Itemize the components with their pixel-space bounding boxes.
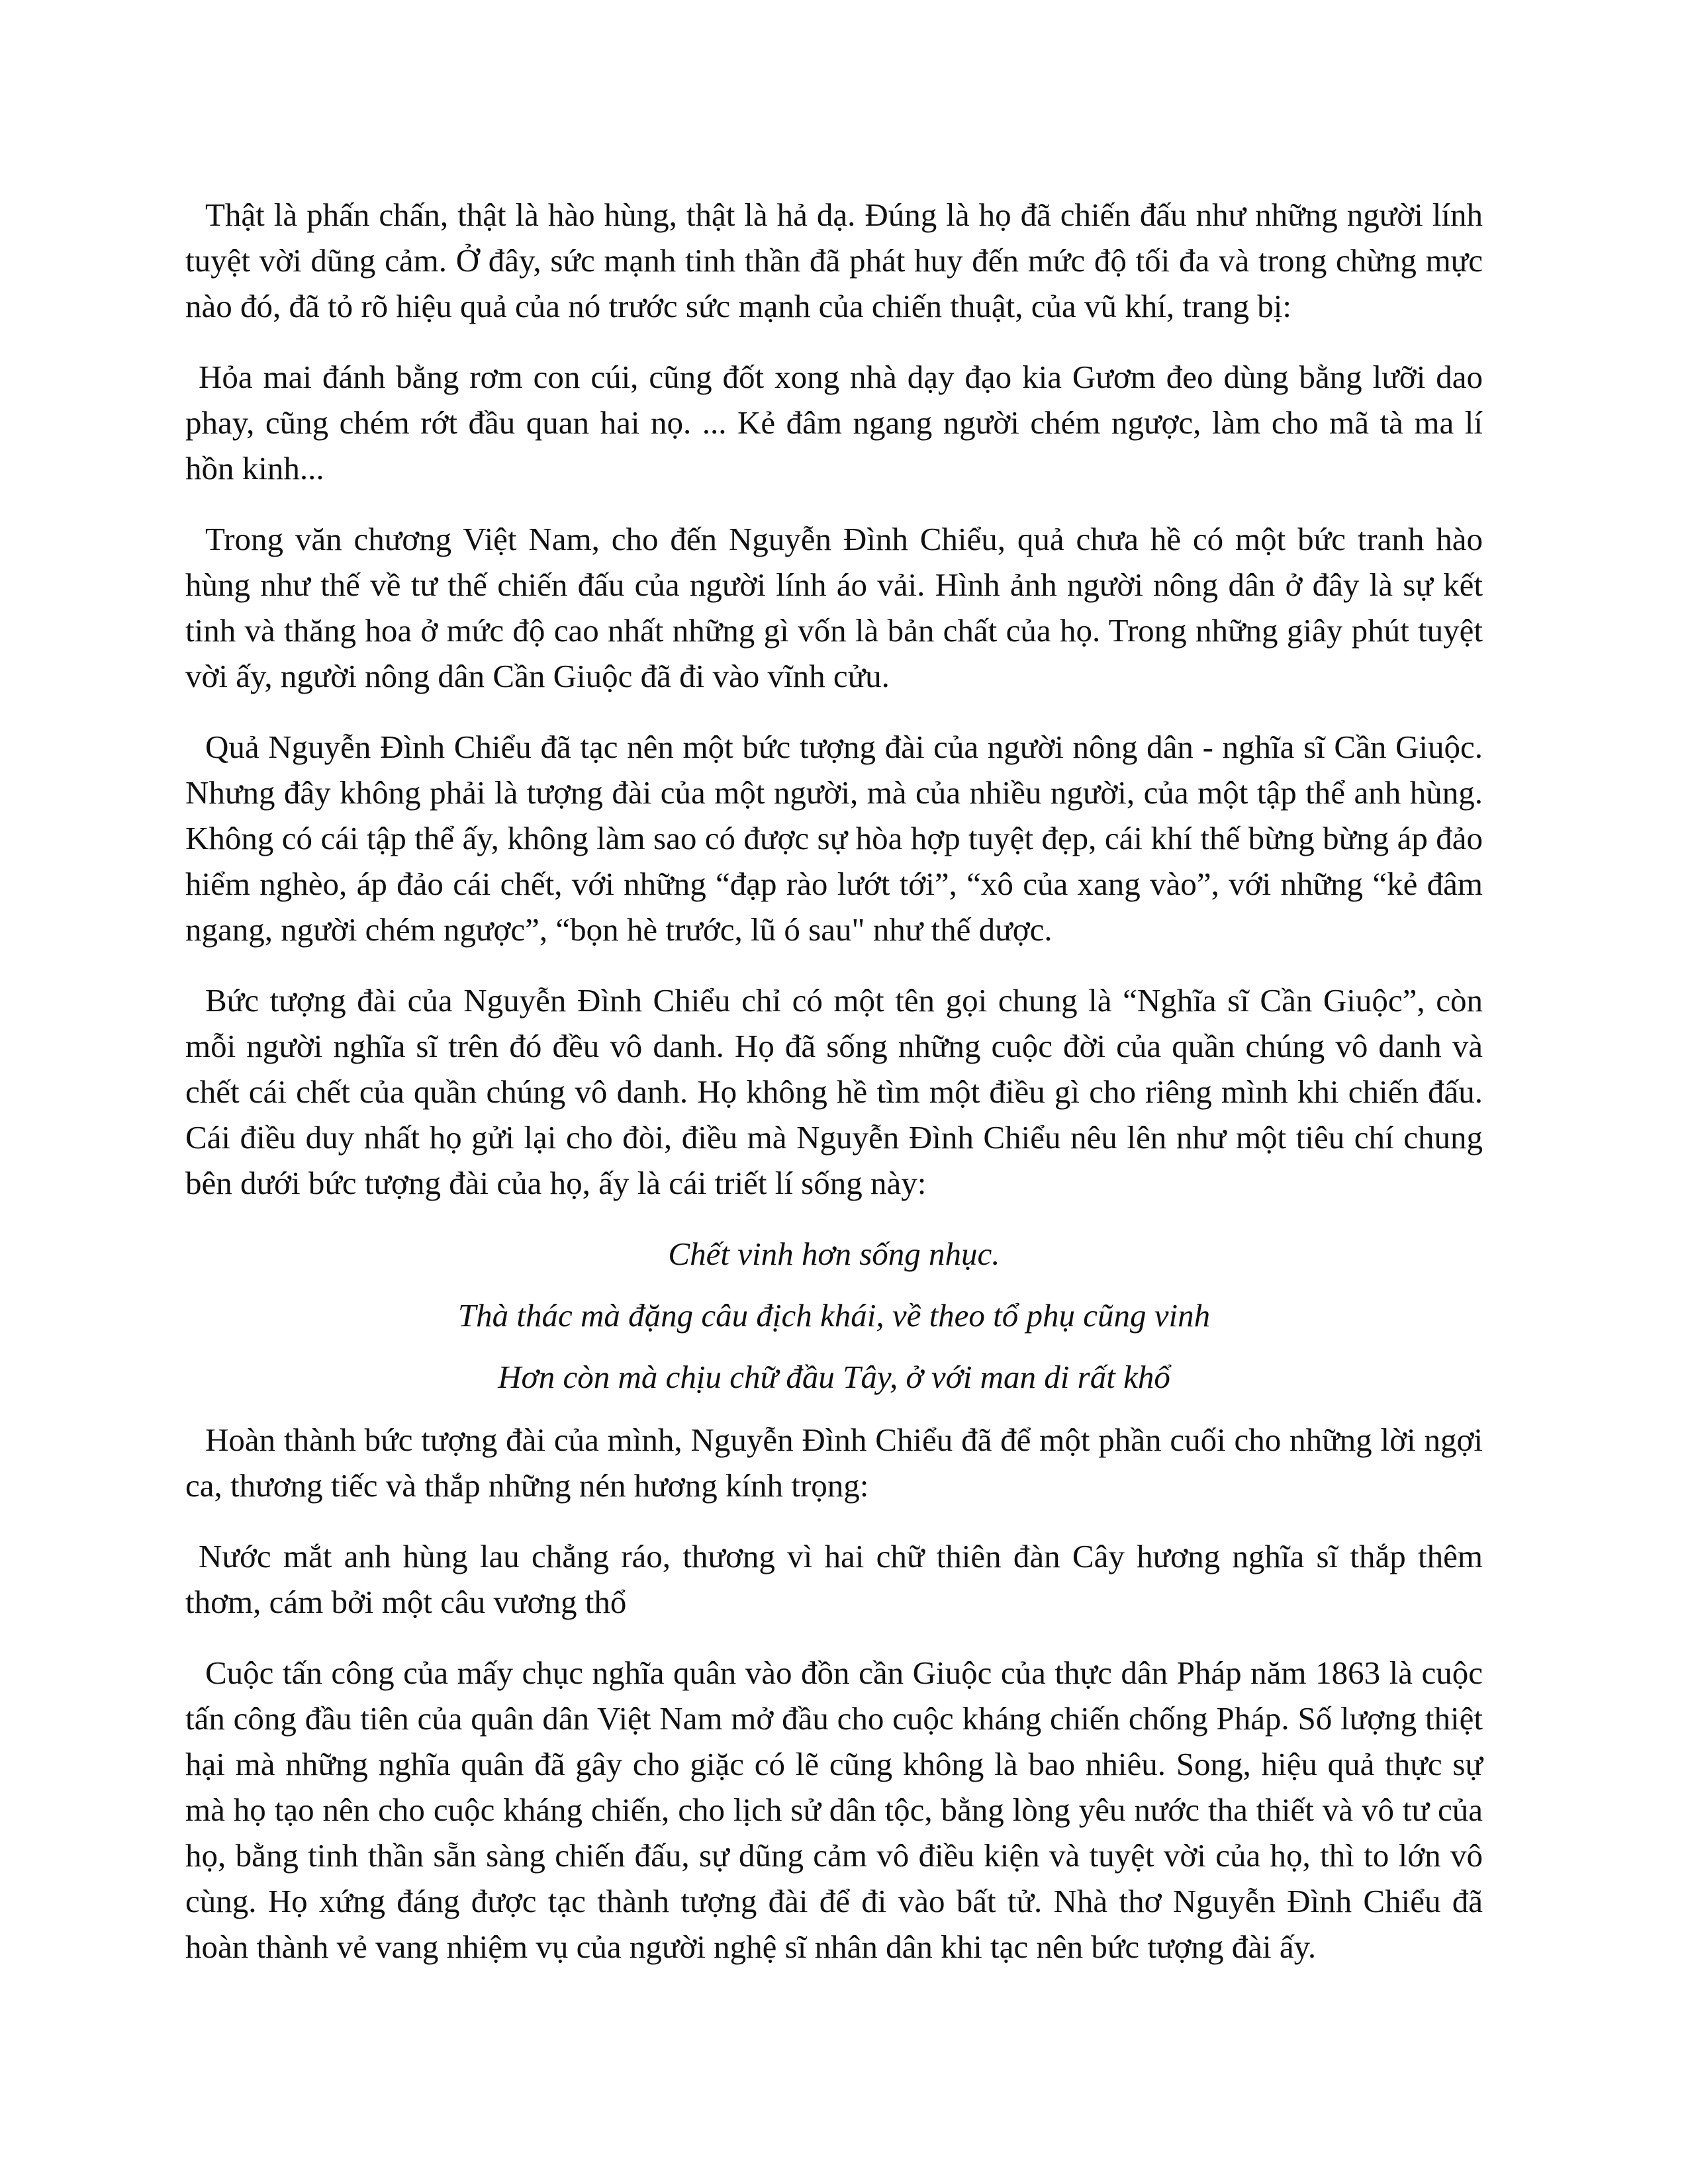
document-page xyxy=(185,192,1483,1995)
paragraph-intro: Thật là phấn chấn, thật là hào hùng, thật là hả dạ. Đúng là họ đã chiến đấu như những người lính tuyệt vời dũng cảm. Ở đây, sức mạnh tinh thần đã phát huy đến mức độ tối đa và trong chừng mực nào đó, đã tỏ rõ hiệu quả của nó trước sức mạnh của chiến thuật, của vũ khí, trang bị: xyxy=(185,197,1483,324)
paragraph-vo-danh: Bức tượng đài của Nguyễn Đình Chiểu chỉ có một tên gọi chung là “Nghĩa sĩ Cần Giuộc”, còn mỗi người nghĩa sĩ trên đó đều vô danh. Họ đã sống những cuộc đời của quần chúng vô danh và chết cái chết của quần chúng vô danh. Họ không hề tìm một điều gì cho riêng mình khi chiến đấu. Cái điều duy nhất họ gửi lại cho đòi, điều mà Nguyễn Đình Chiểu nêu lên như một tiêu chí chung bên dưới bức tượng đài của họ, ấy là cái triết lí sống này: xyxy=(185,982,1483,1201)
paragraph-ket-luan: Cuộc tấn công của mấy chục nghĩa quân vào đồn cần Giuộc của thực dân Pháp năm 1863 là cuộc tấn công đầu tiên của quân dân Việt Nam mở đầu cho cuộc kháng chiến chống Pháp. Số lượng thiệt hại mà những nghĩa quân đã gây cho giặc có lẽ cũng không là bao nhiêu. Song, hiệu quả thực sự mà họ tạo nên cho cuộc kháng chiến, cho lịch sử dân tộc, bằng lòng yêu nước tha thiết và vô tư của họ, bằng tinh thần sẵn sàng chiến đấu, sự dũng cảm vô điều kiện và tuyệt vời của họ, thì to lớn vô cùng. Họ xứng đáng được tạc thành tượng đài để đi vào bất tử. Nhà thơ Nguyễn Đình Chiểu đã hoàn thành vẻ vang nhiệm vụ của người nghệ sĩ nhân dân khi tạc nên bức tượng đài ấy. xyxy=(185,1655,1483,1965)
quote-hoa-mai: Hỏa mai đánh bằng rơm con cúi, cũng đốt xong nhà dạy đạo kia Gươm đeo dùng bằng lưỡi dao phay, cũng chém rớt đầu quan hai nọ. ... Kẻ đâm ngang người chém ngược, làm cho mã tà ma lí hồn kinh... xyxy=(185,359,1483,486)
paragraph-hoan-thanh: Hoàn thành bức tượng đài của mình, Nguyễn Đình Chiểu đã để một phần cuối cho những lời ngợi ca, thương tiếc và thắp những nén hương kính trọng: xyxy=(185,1422,1483,1504)
paragraph-van-chuong: Trong văn chương Việt Nam, cho đến Nguyễn Đình Chiểu, quả chưa hề có một bức tranh hào hùng như thế về tư thế chiến đấu của người lính áo vải. Hình ảnh người nông dân ở đây là sự kết tinh và thăng hoa ở mức độ cao nhất những gì vốn là bản chất của họ. Trong những giây phút tuyệt vời ấy, người nông dân Cần Giuộc đã đi vào vĩnh cửu. xyxy=(185,521,1483,694)
paragraph-tuong-dai: Quả Nguyễn Đình Chiểu đã tạc nên một bức tượng đài của người nông dân - nghĩa sĩ Cần Giuộc. Nhưng đây không phải là tượng đài của một người, mà của nhiều người, của một tập thể anh hùng. Không có cái tập thể ấy, không làm sao có được sự hòa hợp tuyệt đẹp, cái khí thế bừng bừng áp đảo hiểm nghèo, áp đảo cái chết, với những “đạp rào lướt tới”, “xô của xang vào”, với những “kẻ đâm ngang, người chém ngược”, “bọn hè trước, lũ ó sau" như thế dược. xyxy=(185,729,1483,948)
verse-line-3: Hơn còn mà chịu chữ đầu Tây, ở với man di rất khổ xyxy=(498,1359,1170,1395)
verse-line-2: Thà thác mà đặng câu địch khái, về theo tổ phụ cũng vinh xyxy=(457,1297,1211,1334)
verse-block xyxy=(185,1231,1483,1400)
quote-nuoc-mat: Nước mắt anh hùng lau chẳng ráo, thương vì hai chữ thiên đàn Cây hương nghĩa sĩ thắp thêm thơm, cám bởi một câu vương thổ xyxy=(185,1538,1483,1620)
verse-line-1: Chết vinh hơn sống nhục. xyxy=(668,1236,1000,1272)
